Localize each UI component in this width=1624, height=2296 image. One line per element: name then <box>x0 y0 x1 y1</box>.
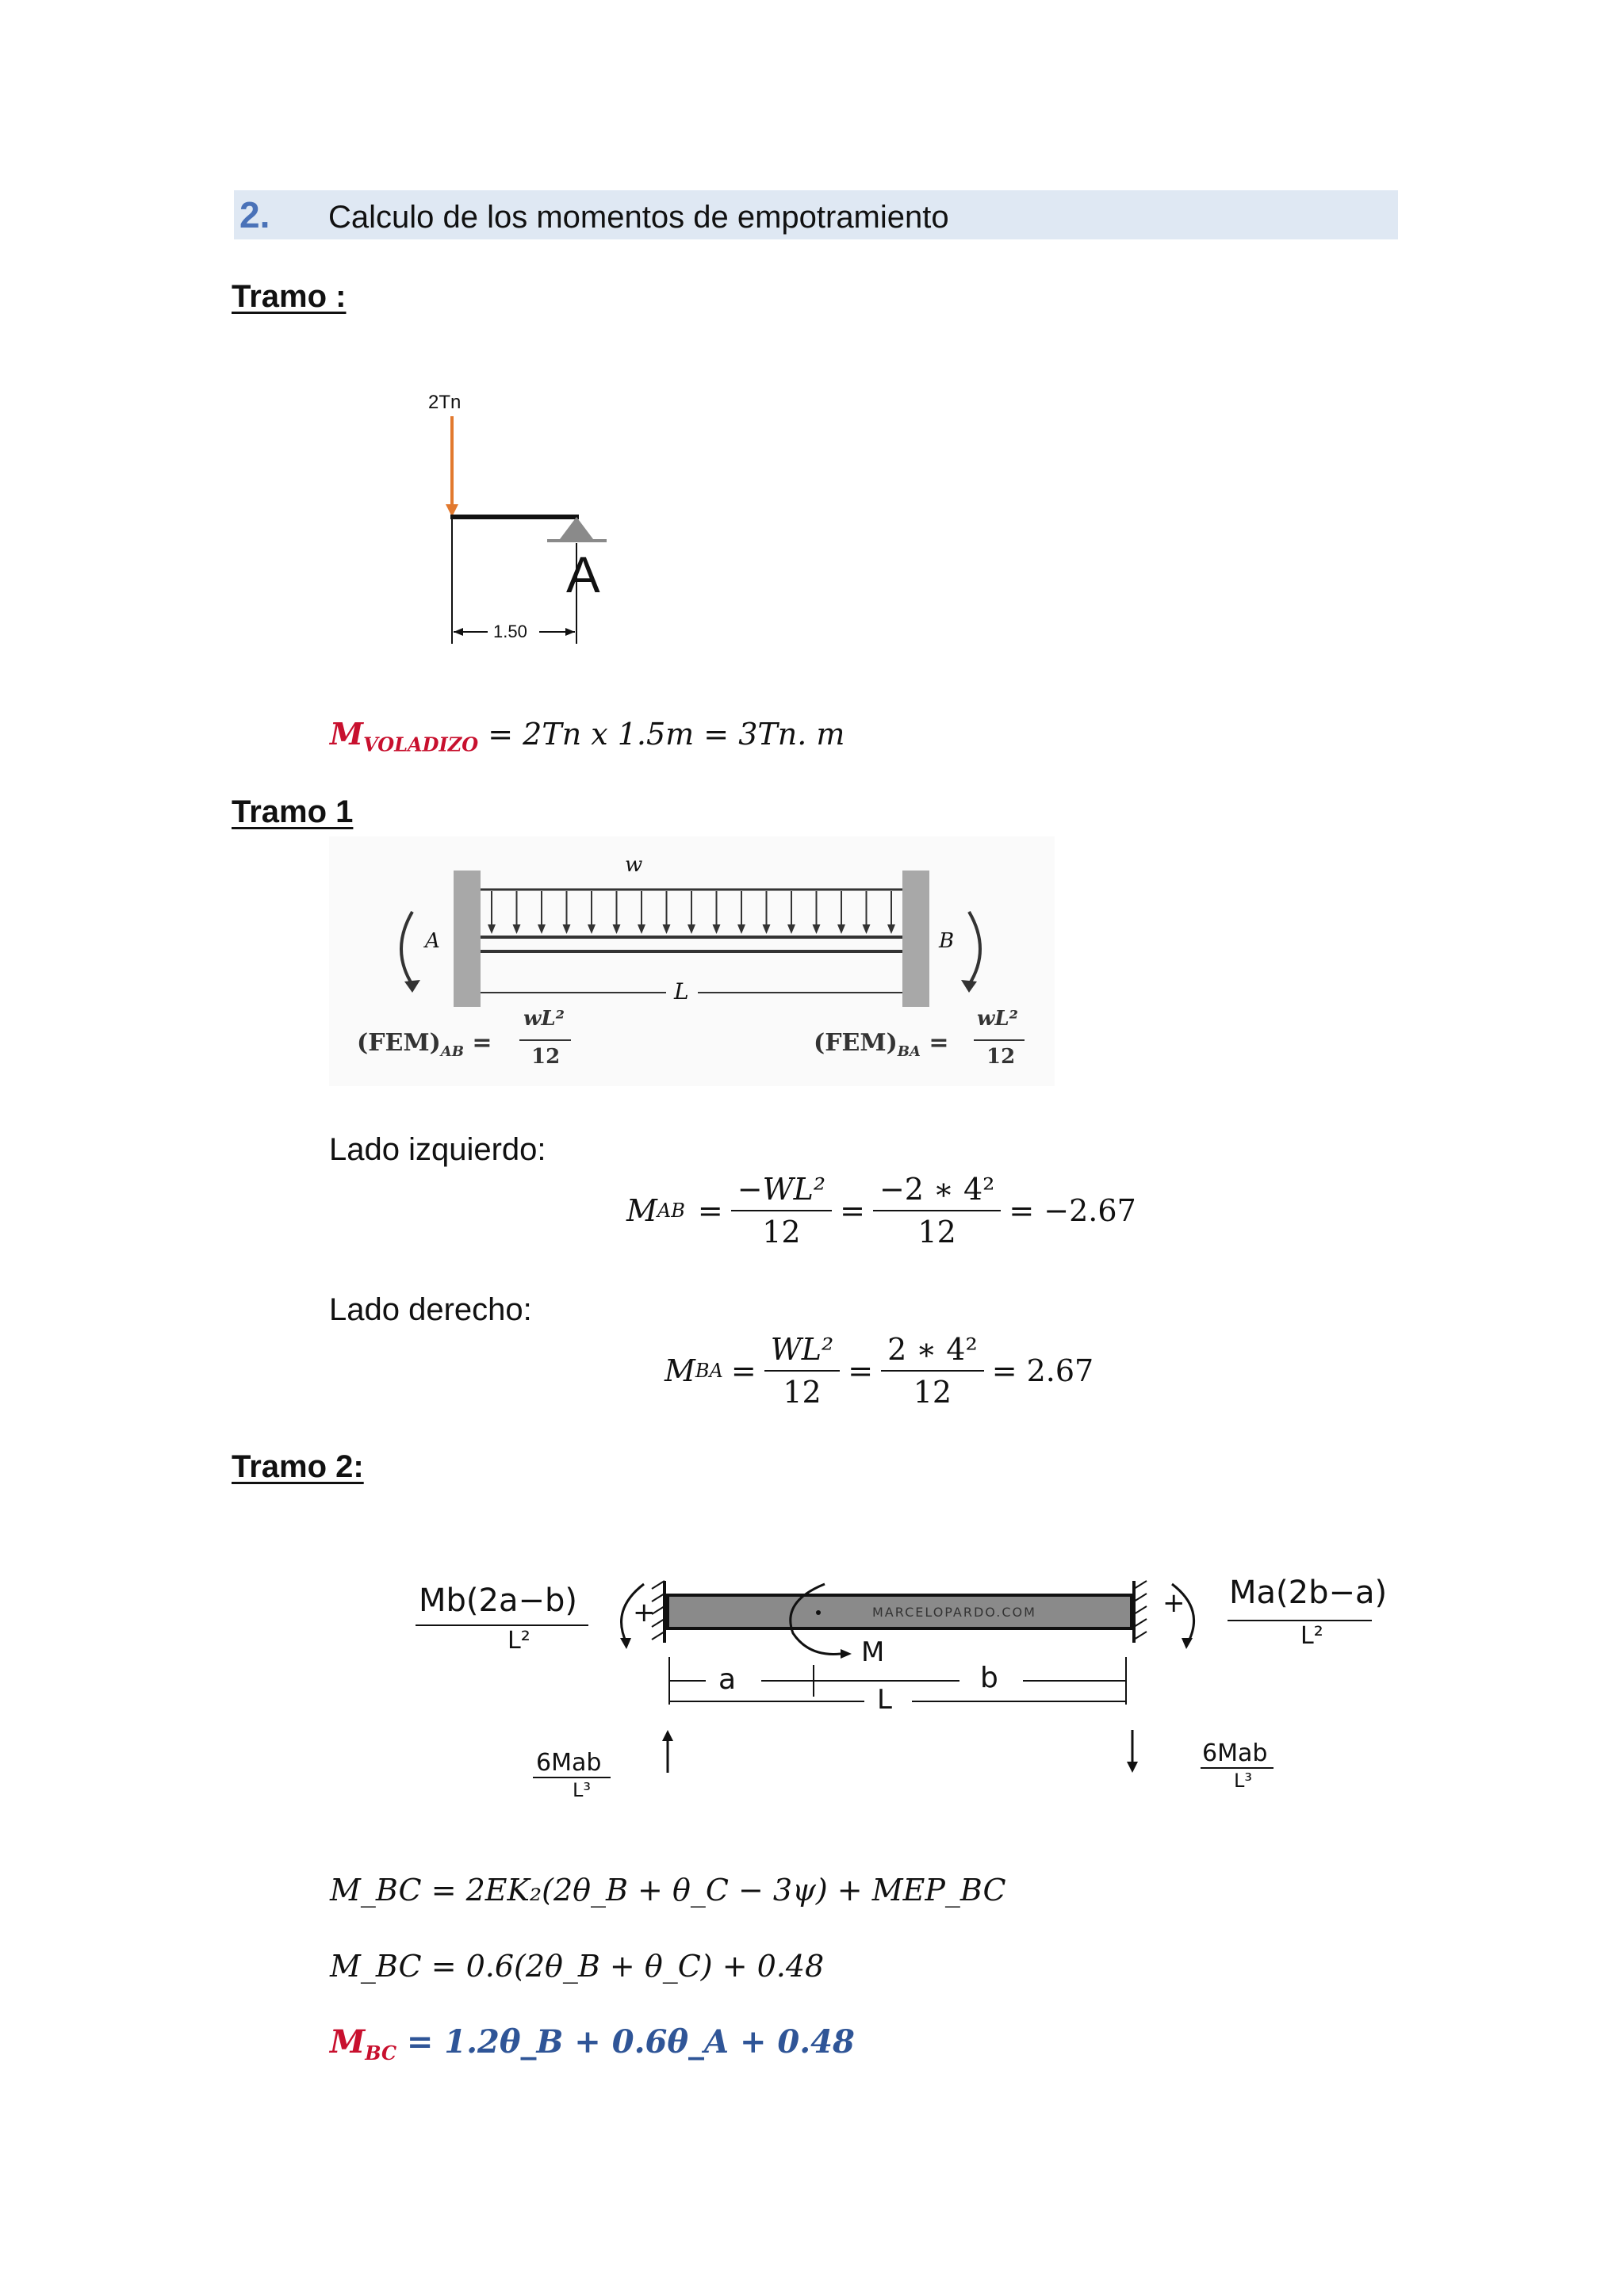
cantilever-dimension-label: 1.50 <box>493 622 527 641</box>
right-fem-num: Ma(2b−a) <box>1229 1575 1388 1611</box>
tramo-2-heading: Tramo 2: <box>232 1449 364 1484</box>
applied-moment-label: M <box>861 1636 885 1668</box>
mbc-equation-general: M_BC = 2EK₂(2θ_B + θ_C − 3ψ) + MEP_BC <box>330 1873 1006 1908</box>
watermark-text: MARCELOPARDO.COM <box>872 1605 1036 1620</box>
mab-lhs: M <box>626 1193 657 1228</box>
fem-ba-equals: = <box>929 1029 949 1057</box>
mbc-equation-substituted: M_BC = 0.6(2θ_B + θ_C) + 0.48 <box>330 1949 825 1984</box>
right-side-label: Lado derecho: <box>329 1292 532 1327</box>
mab-fraction-2: $\frac{\text{−2 ∗ 4²}}{12}$ <box>873 1172 1001 1249</box>
mbc-final-lhs-sub: BC <box>365 2042 397 2064</box>
left-reaction-num: 6Mab <box>536 1749 602 1777</box>
fem-ba-den: 12 <box>986 1045 1016 1069</box>
mab-equation: M AB = $\frac{\text{−WL²}}{12}$ = $\frac{\text{−2 ∗ 4²}}{12}$ = −2.67 <box>626 1172 1136 1249</box>
cantilever-load-label: 2Tn <box>428 392 462 413</box>
fem-ab-num: wL² <box>523 1007 565 1031</box>
cantilever-support-label: A <box>566 546 600 603</box>
dimension-a-label: a <box>718 1663 737 1696</box>
right-reaction-num: 6Mab <box>1202 1739 1268 1767</box>
dimension-L-label: L <box>877 1684 892 1716</box>
voladizo-lhs: M <box>330 716 364 752</box>
fem-ab-den: 12 <box>531 1045 561 1069</box>
fem-ba-num: wL² <box>977 1007 1019 1031</box>
mbc-equation-final <box>330 2023 855 2064</box>
fem-ba-text: (FEM) <box>814 1029 898 1057</box>
section-title: Calculo de los momentos de empotramiento <box>328 200 949 235</box>
fem-ba-sub: BA <box>897 1043 921 1060</box>
fem-ab-equals: = <box>472 1029 492 1057</box>
fem-ab-text: (FEM) <box>357 1029 441 1057</box>
tramo-1-heading: Tramo 1 <box>232 794 354 829</box>
mab-lhs-sub: AB <box>657 1200 685 1222</box>
left-plus-sign: + <box>633 1597 656 1628</box>
mba-result: = 2.67 <box>991 1353 1094 1388</box>
right-plus-sign: + <box>1162 1587 1185 1619</box>
udl-load-label: w <box>625 853 643 877</box>
dimension-b-label: b <box>980 1662 998 1694</box>
mab-fraction-1: $\frac{\text{−WL²}}{12}$ <box>731 1172 832 1249</box>
left-reaction-den: L³ <box>573 1779 591 1801</box>
mab-result: = −2.67 <box>1009 1193 1136 1228</box>
udl-span-label: L <box>674 978 689 1004</box>
mba-fraction-1: $\frac{\text{WL²}}{12}$ <box>764 1332 841 1410</box>
section-number: 2. <box>239 194 270 235</box>
mba-equation: M BA = $\frac{\text{WL²}}{12}$ = $\frac{\text{2 ∗ 4²}}{12}$ = 2.67 <box>665 1332 1094 1410</box>
right-fem-den: L² <box>1300 1622 1323 1650</box>
udl-right-label: B <box>939 929 955 953</box>
fem-ab-sub: AB <box>440 1043 464 1060</box>
tramo-voladizo-heading: Tramo : <box>232 279 347 314</box>
right-reaction-den: L³ <box>1234 1770 1252 1792</box>
voladizo-rhs: = 2Tn x 1.5m = 3Tn. m <box>488 717 845 752</box>
left-fem-den: L² <box>508 1627 530 1655</box>
left-fem-num: Mb(2a−b) <box>419 1582 577 1619</box>
mbc-final-rhs: = 1.2θ_B + 0.6θ_A + 0.48 <box>406 2023 855 2061</box>
mba-lhs-sub: BA <box>695 1360 723 1382</box>
voladizo-lhs-sub: VOLADIZO <box>363 733 479 756</box>
mba-fraction-2: $\frac{\text{2 ∗ 4²}}{12}$ <box>881 1332 984 1410</box>
mba-lhs: M <box>665 1353 695 1388</box>
left-side-label: Lado izquierdo: <box>329 1132 546 1167</box>
udl-left-label: A <box>425 929 440 953</box>
mbc-final-lhs: M <box>330 2023 366 2061</box>
